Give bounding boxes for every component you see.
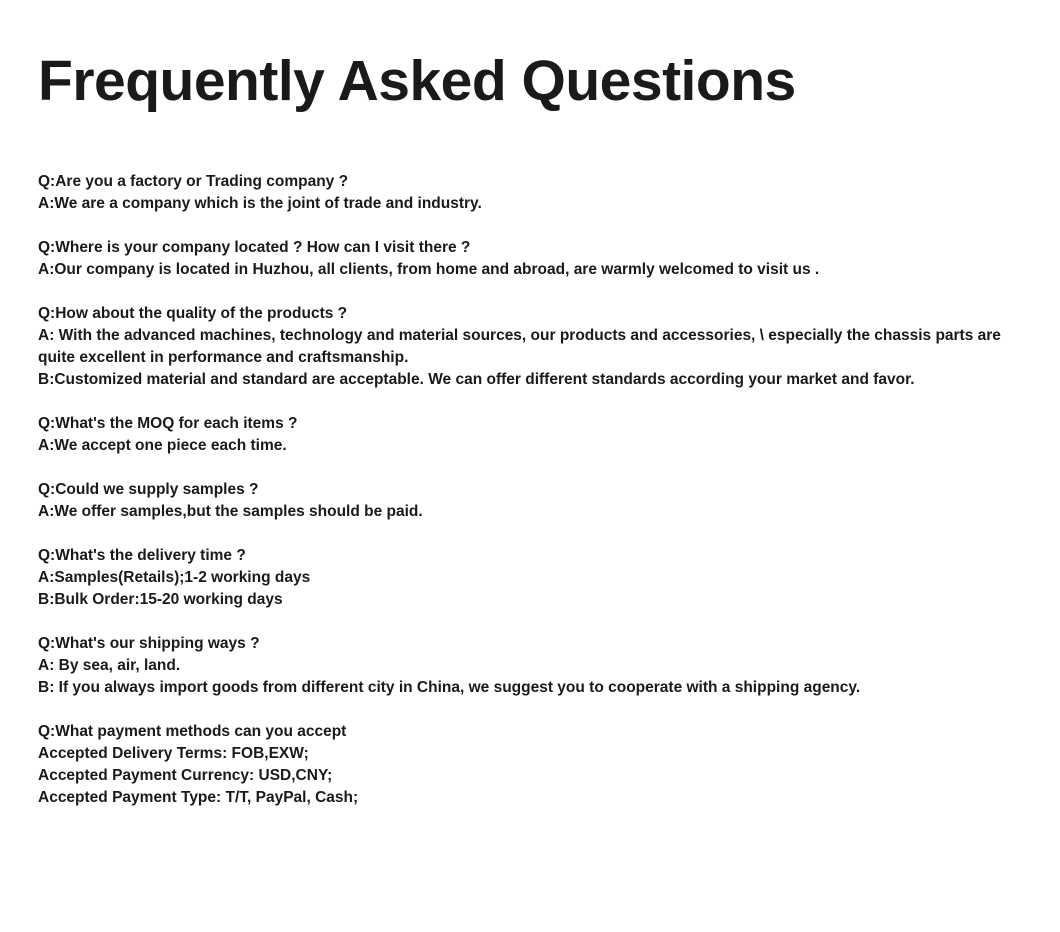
accepted-delivery-terms: Accepted Delivery Terms: FOB,EXW; [38,744,309,762]
faq-question: Q:How about the quality of the products ? [38,304,348,322]
faq-block [38,237,1022,281]
faq-block [38,413,1022,457]
faq-answer: A:Samples(Retails);1-2 working days [38,568,311,586]
accepted-payment-type: Accepted Payment Type: T/T, PayPal, Cash; [38,788,359,806]
faq-question: Q:What's the MOQ for each items ? [38,414,298,432]
faq-question: Q:What payment methods can you accept [38,722,347,740]
faq-block [38,303,1022,391]
faq-block [38,479,1022,523]
faq-answer-alt: B:Bulk Order:15-20 working days [38,590,283,608]
faq-block [38,633,1022,699]
faq-answer-alt: B:Customized material and standard are acceptable. We can offer different standards according your market and favor. [38,370,915,388]
faq-answer: A:Our company is located in Huzhou, all clients, from home and abroad, are warmly welcomed to visit us . [38,260,820,278]
faq-block [38,545,1022,611]
page-title: Frequently Asked Questions [38,49,796,113]
faq-answer: A: By sea, air, land. [38,656,181,674]
faq-block [38,171,1022,215]
faq-answer-alt: B: If you always import goods from different city in China, we suggest you to cooperate with a shipping agency. [38,678,861,696]
faq-block [38,721,1022,809]
faq-question: Q:Could we supply samples ? [38,480,259,498]
faq-question: Q:Where is your company located ? How can I visit there ? [38,238,471,256]
faq-list [38,171,1022,809]
faq-question: Q:What's our shipping ways ? [38,634,260,652]
faq-answer: A:We offer samples,but the samples should be paid. [38,502,423,520]
accepted-payment-currency: Accepted Payment Currency: USD,CNY; [38,766,333,784]
faq-question: Q:Are you a factory or Trading company ? [38,172,349,190]
faq-answer: A:We accept one piece each time. [38,436,287,454]
faq-answer: A: With the advanced machines, technology and material sources, our products and accessories, \ especially the chassis parts are quite excellent in performance and craftsmanship. [38,326,1006,366]
faq-answer: A:We are a company which is the joint of trade and industry. [38,194,482,212]
faq-question: Q:What's the delivery time ? [38,546,246,564]
